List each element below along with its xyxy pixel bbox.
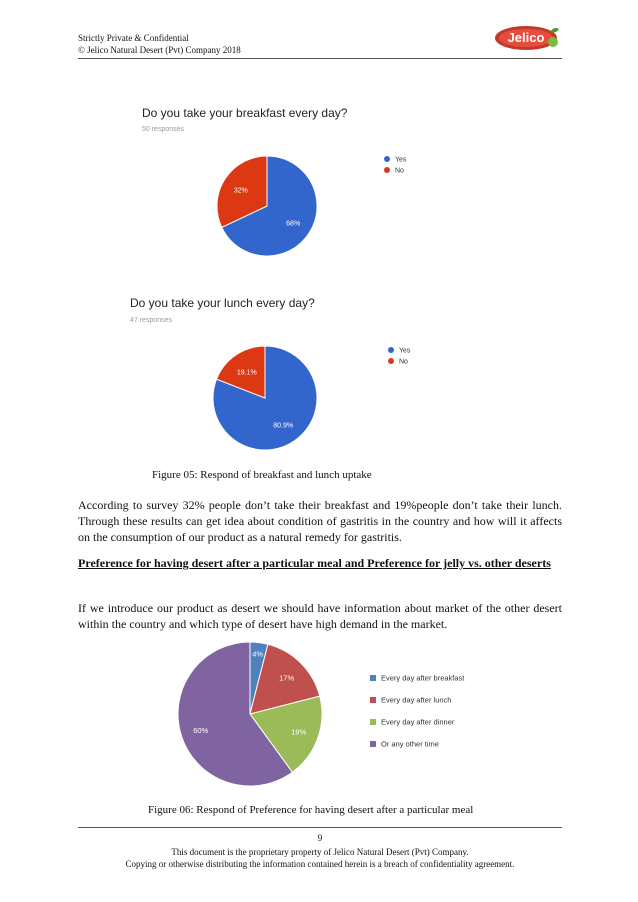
footer-confidentiality: Copying or otherwise distributing the information contained herein is a breach of confidentiality agreement. — [125, 859, 515, 869]
pie-slice-label: 60% — [193, 726, 209, 736]
legend-label: Yes — [395, 156, 407, 164]
figure06-caption: Figure 06: Respond of Preference for having desert after a particular meal — [148, 804, 474, 816]
legend-marker — [384, 156, 390, 162]
pie-slice-label: 68% — [286, 220, 301, 228]
legend-label: Every day after breakfast — [381, 673, 465, 683]
pie-slice-label: 19% — [291, 727, 307, 737]
legend-marker — [370, 675, 376, 681]
breakfast-chart-responses: 50 responses — [142, 126, 185, 133]
breakfast-pie — [132, 96, 452, 276]
company-logo — [492, 20, 562, 56]
pie-slice-label: 17% — [279, 673, 295, 683]
legend-marker — [388, 347, 394, 353]
breakfast-chart-title: Do you take your breakfast every day? — [142, 106, 348, 120]
lunch-chart-title: Do you take your lunch every day? — [130, 296, 315, 310]
lunch-chart-responses: 47 responses — [130, 317, 173, 324]
figure05-caption: Figure 05: Respond of breakfast and lunch uptake — [152, 469, 372, 481]
header-confidential: Strictly Private & Confidential — [78, 33, 189, 43]
legend-label: Or any other time — [381, 739, 439, 749]
legend-marker — [388, 358, 394, 364]
legend-marker — [384, 167, 390, 173]
page-number: 9 — [317, 833, 323, 843]
legend-marker — [370, 741, 376, 747]
legend-label: Every day after lunch — [381, 695, 452, 705]
page-header — [78, 32, 241, 56]
pie-slice-label: 32% — [233, 187, 248, 195]
lunch-pie — [120, 288, 440, 458]
desert-preference-chart — [165, 638, 495, 790]
legend-marker — [370, 697, 376, 703]
lunch-chart — [120, 288, 440, 458]
legend-label: Yes — [399, 347, 411, 355]
legend-label: Every day after dinner — [381, 717, 455, 727]
pie-slice-label: 80.9% — [273, 422, 294, 430]
footer-divider — [78, 827, 562, 828]
header-divider — [78, 58, 562, 59]
legend-label: No — [399, 358, 408, 366]
footer-proprietary: This document is the proprietary property of Jelico Natural Desert (Pvt) Company. — [171, 847, 469, 857]
paragraph-desert-market: If we introduce our product as desert we should have information about market of the other desert within the country and which type of desert have high demand in the market. — [78, 601, 562, 631]
desert-preference-pie — [165, 638, 495, 790]
section-heading: Preference for having desert after a particular meal and Preference for jelly vs. other deserts — [78, 556, 551, 570]
svg-text:Jelico: Jelico — [507, 30, 545, 45]
paragraph-survey-results: According to survey 32% people don’t take their breakfast and 19%people don’t take their lunch. Through these results can get idea about condition of gastritis in the country and how will it affects on the consumption of our product as a natural remedy for gastritis. — [78, 498, 562, 544]
header-copyright: © Jelico Natural Desert (Pvt) Company 2018 — [78, 45, 241, 55]
pie-slice-label: 19.1% — [236, 369, 257, 377]
pie-slice-label: 4% — [252, 649, 264, 659]
legend-marker — [370, 719, 376, 725]
legend-label: No — [395, 167, 404, 175]
breakfast-chart — [132, 96, 452, 276]
